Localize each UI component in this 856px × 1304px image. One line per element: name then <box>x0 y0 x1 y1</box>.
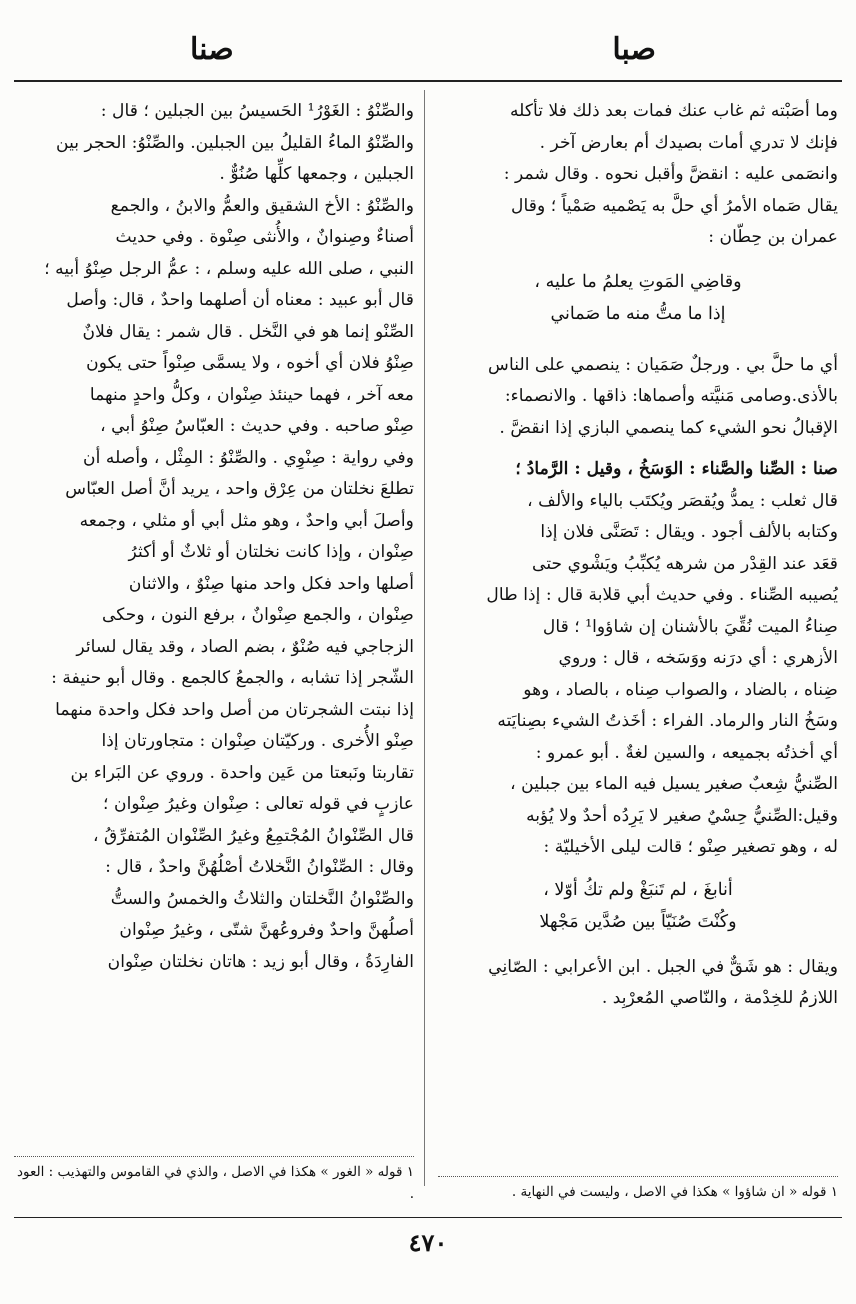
text-line: الصِّنيُّ شِعبٌ صغير يسيل فيه الماء بين جبلين ، <box>510 774 838 794</box>
verse-line: إذا ما متُّ منه ما صَماني <box>550 303 726 324</box>
text-line: الصِّنْو إنما هو في النَّخل . قال شمر : يقال فلانٌ <box>82 321 414 342</box>
text-line: الأزهري : أي درَنه ووَسَخه ، قال : وروي <box>558 648 838 668</box>
text-line: أصلُهنَّ واحدٌ وفروعُهنَّ شتّى ، وغيرُ صِنْوان <box>119 920 414 940</box>
footer-rule <box>14 1217 842 1218</box>
text-line: صِنْو صاحبه . وفي حديث : العبّاسُ صِنْوُ أبي ، <box>100 416 414 436</box>
text-line: تطلعَ نخلتان من عِرْق واحد ، يريد أنَّ أصل العبّاس <box>65 479 414 499</box>
text-line: وقيل:الصِّنيُّ حِسْيٌ صغير لا يَرِدُه أحدٌ ولا يُؤبه <box>526 805 838 826</box>
poem-verse <box>438 266 838 330</box>
text-line: والصِّنْوُ : الأخ الشقيق والعمُّ والابنُ ، والجمع <box>110 195 414 216</box>
text-line: قعَد عند القِدْر من شرهه يُكبِّبُ ويَشْوي حتى <box>532 553 838 574</box>
text-line: صِنْوان ، وإذا كانت نخلتان أو ثلاثٌ أو أكثرُ <box>128 542 414 562</box>
running-header-left: صنا <box>190 32 234 67</box>
verse-line: وقاضِي المَوتِ يعلمُ ما عليه ، <box>534 271 742 292</box>
text-line: وفي رواية : صِنْوِي . والصِّنْوُ : المِثْل ، وأصله أن <box>83 447 414 468</box>
text-line: وأصلَ أبي واحدٌ ، وهو مثل أبي أو مثلي ، وجمعه <box>79 510 414 531</box>
text-line: والصِّنْوُ : الغَوْرُ¹ الحَسيسُ بين الجبلين ؛ قال : <box>100 101 414 121</box>
footnote-text: ١ قوله « ان شاؤوا » هكذا في الاصل ، وليست في النهاية . <box>511 1184 838 1200</box>
page-number: ٤٧٠ <box>408 1228 448 1257</box>
text-line: بالأذى.وصامى مَنيَّته وأصماها: ذاقها . والانصماء: <box>504 386 838 406</box>
footnote-left <box>14 1152 414 1205</box>
footnote-rule <box>438 1176 838 1177</box>
text-line: عازبٍ في قوله تعالى : صِنْوان وغيرُ صِنْوان ؛ <box>103 794 414 814</box>
text-line: ضِناه ، بالضاد ، والصواب صِناه ، بالصاد ، وهو <box>523 679 838 700</box>
text-line: عمران بن حِطّان : <box>708 227 838 247</box>
text-line: صِنْوان ، والجمع صِنْوانٌ ، برفع النون ، وحكى <box>101 605 414 625</box>
text-line: الفارِدَةُ ، وقال أبو زيد : هاتان نخلتان صِنْوان <box>107 951 414 972</box>
text-line: وكتابه بالألف أجود . ويقال : تَصَنَّى فلان إذا <box>540 522 838 542</box>
text-line: النبي ، صلى الله عليه وسلم ، : عمُّ الرجل صِنْوُ أبيه ؛ <box>44 258 414 279</box>
text-line: وسَخُ النار والرماد. الفراء : أخَذتُ الشيء بصِنايَته <box>497 711 838 731</box>
text-line: ويقال : هو شَقٌّ في الجبل . ابن الأعرابي : الصّانِي <box>488 956 838 977</box>
text-line: الشّجر إذا تشابه ، والجمعُ كالجمع . وقال أبو حنيفة : <box>51 668 414 688</box>
text-line: معه آخر ، فهما حينئذ صِنْوان ، وكلُّ واحدٍ منهما <box>89 384 414 405</box>
column-separator <box>424 90 425 1186</box>
text-line: له ، وهو تصغير صِنْو ؛ قالت ليلى الأخيليّة : <box>543 837 838 857</box>
text-line: وانصَمى عليه : انقضَّ وأقبل نحوه . وقال شمر : <box>503 164 838 184</box>
text-line: يُصيبه الصِّناء . وفي حديث أبي قلابة قال : إذا طال <box>486 585 838 605</box>
verse-line: أنابغَ ، لم تَنبَغْ ولم تكُ أوّلا ، <box>543 879 733 900</box>
text-line: أي ما حلَّ بي . ورجلٌ صَمَيان : ينصمي على الناس <box>488 354 838 375</box>
text-line: والصِّنْوُ الماءُ القليلُ بين الجبلين. والصِّنْوُ: الحجر بين <box>56 132 414 153</box>
verse-line: وكُنْتَ صُنَيّاً بين صُدَّين مَجْهلا <box>539 911 737 932</box>
left-column <box>14 96 414 978</box>
text-line: الجبلين ، وجمعها كلِّها صُنُوٌّ . <box>219 164 414 184</box>
text-line: صِناءُ الميت نُقِّيَ بالأشنان إن شاؤوا¹ ؛ قال <box>542 616 838 637</box>
text-line: يقال صَماه الأمرُ أي حلَّ به يَصْميه صَمْياً ؛ وقال <box>511 195 838 216</box>
text-line: الإقبالُ نحو الشيء كما ينصمي البازي إذا انقضَّ . <box>499 417 838 438</box>
entry-line: صنا : الصِّنا والصَّناء : الوَسَخُ ، وقيل : الرَّمادُ ؛ <box>515 459 838 479</box>
text-line: وقال : الصِّنْوانُ النَّخلاتُ أصْلُهُنَّ واحدٌ ، قال : <box>105 857 414 877</box>
running-header-right: صبا <box>612 32 656 67</box>
text-line: قال أبو عبيد : معناه أن أصلهما واحدٌ ، قال: وأصل <box>66 290 414 310</box>
text-line: قال الصِّنْوانُ المُجْتمِعُ وغيرُ الصِّنْوان المُتفرِّقُ ، <box>93 825 414 846</box>
text-line: تقاربتا ونَبعتا من عَين واحدة . وروي عن البَراء بن <box>70 762 414 783</box>
text-line: أصناءٌ وصِنوانٌ ، والأُنثى صِنْوة . وفي حديث <box>115 227 414 247</box>
text-line: وما أصَبْته ثم غاب عنك فمات بعد ذلك فلا تأكله <box>509 101 838 121</box>
footnote-rule <box>14 1156 414 1157</box>
text-line: فإنك لا تدري أمات بصيدك أم بعارض آخر . <box>539 132 838 153</box>
text-line: الزجاجي فيه صُنْوٌ ، بضم الصاد ، وقد يقال لسائر <box>76 636 414 657</box>
text-line: والصِّنْوانُ النَّخلتان والثلاثُ والخمسُ والستُّ <box>110 888 414 909</box>
text-line: إذا نبتت الشجرتان من أصل واحد فكل واحدة منهما <box>55 699 414 720</box>
text-line: قال ثعلب : يمدُّ ويُقصَر ويُكتَب بالياء والألف ، <box>527 490 838 511</box>
footnote-text: ١ قوله « الغور » هكذا في الاصل ، والذي في القاموس والتهذيب : العود . <box>16 1164 414 1202</box>
text-line: صِنْوُ فلان أي أخوه ، ولا يسمَّى صِنْواً حتى يكون <box>86 353 414 373</box>
text-line: اللازمُ للخِدْمة ، والنّاصي المُعرْبِد . <box>601 988 838 1008</box>
text-line: أصلها واحد فكل واحد منها صِنْوٌ ، والاثنان <box>128 573 414 594</box>
right-column <box>438 96 838 1015</box>
poem-verse <box>438 874 838 938</box>
text-line: أي أخذتُه بجميعه ، والسين لغةٌ . أبو عمرو : <box>535 742 838 763</box>
header-rule <box>14 80 842 82</box>
footnote-right <box>438 1172 838 1203</box>
text-line: صِنْو الأُخرى . وركيّتان صِنْوان : متجاورتان إذا <box>101 731 414 751</box>
